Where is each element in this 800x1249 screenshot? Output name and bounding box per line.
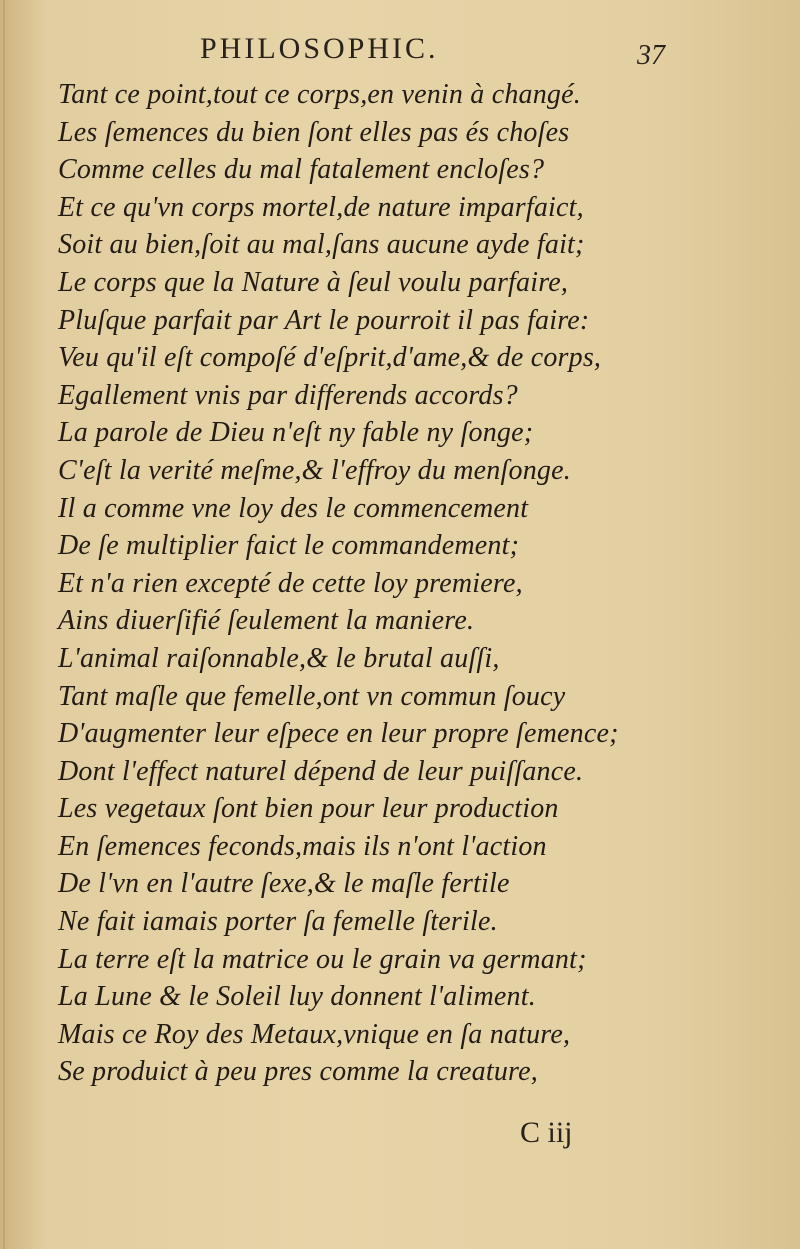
verse-line: C'eſt la verité meſme,& l'effroy du menſonge. [58, 454, 571, 486]
verse-line: En ſemences feconds,mais ils n'ont l'action [58, 830, 547, 862]
verse-line: De l'vn en l'autre ſexe,& le maſle fertile [58, 868, 510, 900]
verse-line: Et n'a rien excepté de cette loy premiere, [58, 567, 523, 599]
verse-line: D'augmenter leur eſpece en leur propre ſemence; [58, 718, 619, 750]
verse-line: Pluſque parfait par Art le pourroit il pas faire: [58, 304, 590, 336]
verse-line: Dont l'effect naturel dépend de leur puiſſance. [58, 755, 584, 787]
verse-line: Le corps que la Nature à ſeul voulu parfaire, [58, 266, 569, 298]
verse-line: Se produict à peu pres comme la creature, [58, 1056, 538, 1088]
verse-line: Et ce qu'vn corps mortel,de nature imparfaict, [58, 191, 584, 223]
verse-line: Les vegetaux ſont bien pour leur production [58, 793, 559, 825]
verse-line: Les ſemences du bien ſont elles pas és choſes [58, 116, 570, 148]
verse-line: Mais ce Roy des Metaux,vnique en ſa nature, [58, 1018, 571, 1050]
verse-line: L'animal raiſonnable,& le brutal auſſi, [58, 642, 500, 674]
verse-line: Ains diuerſifié ſeulement la maniere. [58, 605, 475, 637]
verse-line: Tant maſle que femelle,ont vn commun ſoucy [58, 680, 566, 712]
page-gutter-edge [3, 0, 5, 1249]
verse-line: Soit au bien,ſoit au mal,ſans aucune ayde fait; [58, 229, 585, 261]
signature-mark: C iij [520, 1116, 573, 1149]
verse-line: De ſe multiplier faict le commandement; [58, 530, 520, 562]
verse-line: La Lune & le Soleil luy donnent l'aliment. [58, 981, 536, 1013]
verse-line: Tant ce point,tout ce corps,en venin à changé. [58, 79, 581, 110]
verse-line: Il a comme vne loy des le commencement [58, 492, 529, 524]
verse-line: Ne fait iamais porter ſa femelle ſterile. [58, 906, 498, 938]
verse-line: La parole de Dieu n'eſt ny fable ny ſonge; [58, 417, 534, 449]
running-head: PHILOSOPHIC. [200, 32, 439, 65]
verse-line: Comme celles du mal fatalement encloſes? [58, 154, 545, 186]
verse-block [58, 76, 698, 1091]
verse-line: Egallement vnis par differends accords? [58, 379, 518, 411]
verse-line: Veu qu'il eſt compoſé d'eſprit,d'ame,& de corps, [58, 342, 602, 374]
verse-line: La terre eſt la matrice ou le grain va germant; [58, 943, 587, 975]
page-number: 37 [637, 40, 665, 71]
